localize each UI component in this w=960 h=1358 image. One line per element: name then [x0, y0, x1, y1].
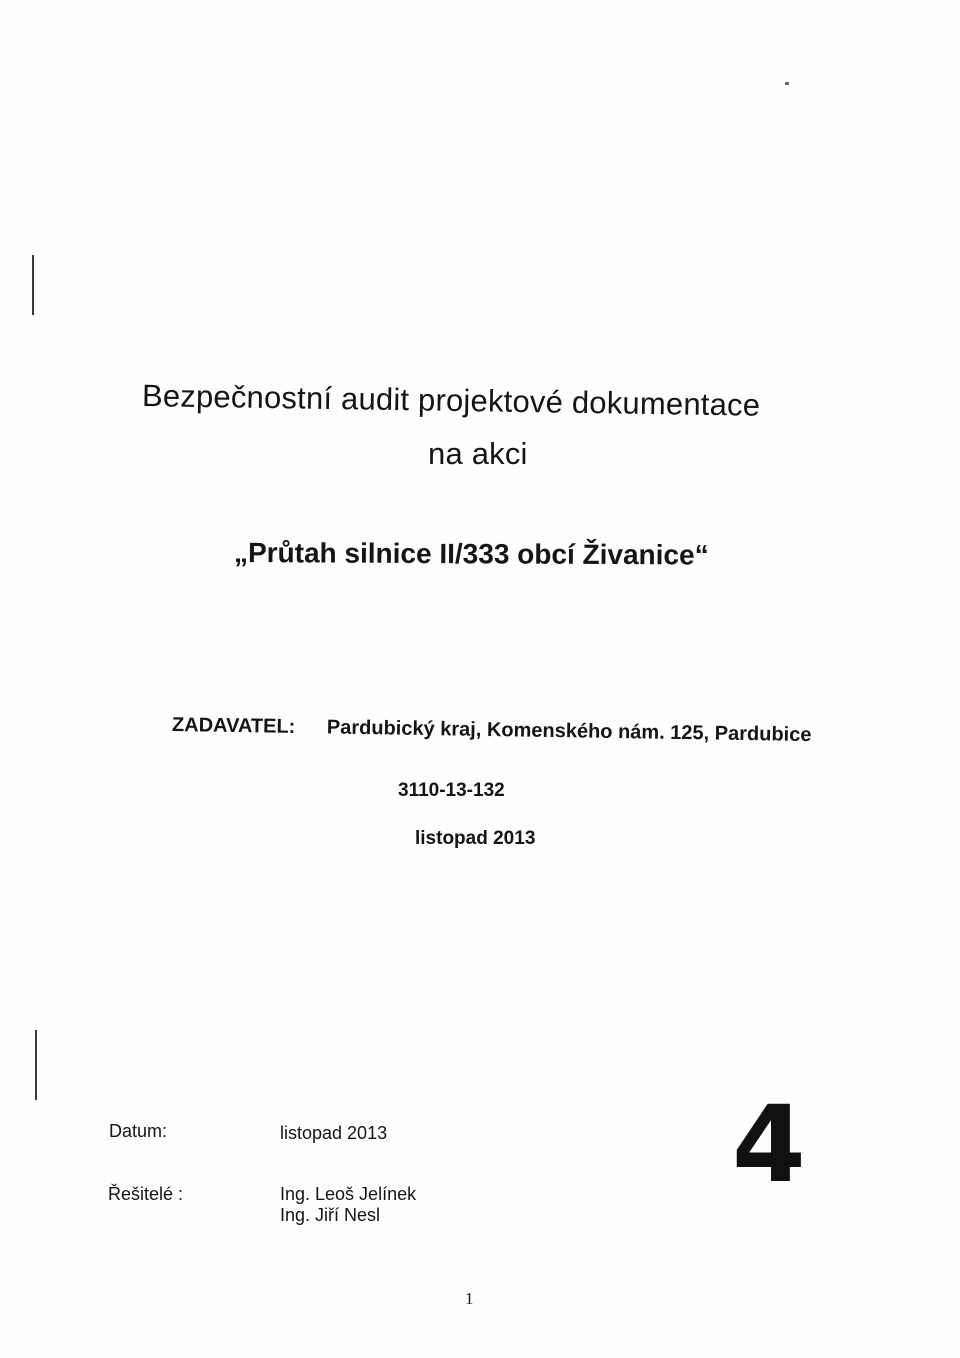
author-2: Ing. Jiří Nesl	[280, 1205, 381, 1225]
client-label: ZADAVATEL:	[171, 714, 296, 738]
scan-mark-top-left	[32, 255, 34, 315]
client-row	[172, 714, 812, 747]
document-date: listopad 2013	[415, 828, 536, 849]
date-value: listopad 2013	[280, 1123, 388, 1143]
authors-label: Řešitelé :	[108, 1184, 184, 1204]
document-title-line-1: Bezpečnostní audit projektové dokumentace	[141, 378, 761, 423]
document-title-line-2: na akci	[428, 436, 528, 471]
project-name: „Průtah silnice II/333 obcí Živanice“	[233, 537, 709, 571]
section-number: 4	[732, 1083, 806, 1206]
author-1: Ing. Leoš Jelínek	[280, 1184, 417, 1204]
date-label: Datum:	[109, 1121, 168, 1141]
scan-mark-bottom-left	[35, 1030, 37, 1100]
document-code: 3110-13-132	[398, 780, 505, 801]
client-value: Pardubický kraj, Komenského nám. 125, Pardubice	[326, 716, 812, 747]
page-number: 1	[465, 1289, 474, 1308]
scan-speck	[785, 82, 789, 85]
